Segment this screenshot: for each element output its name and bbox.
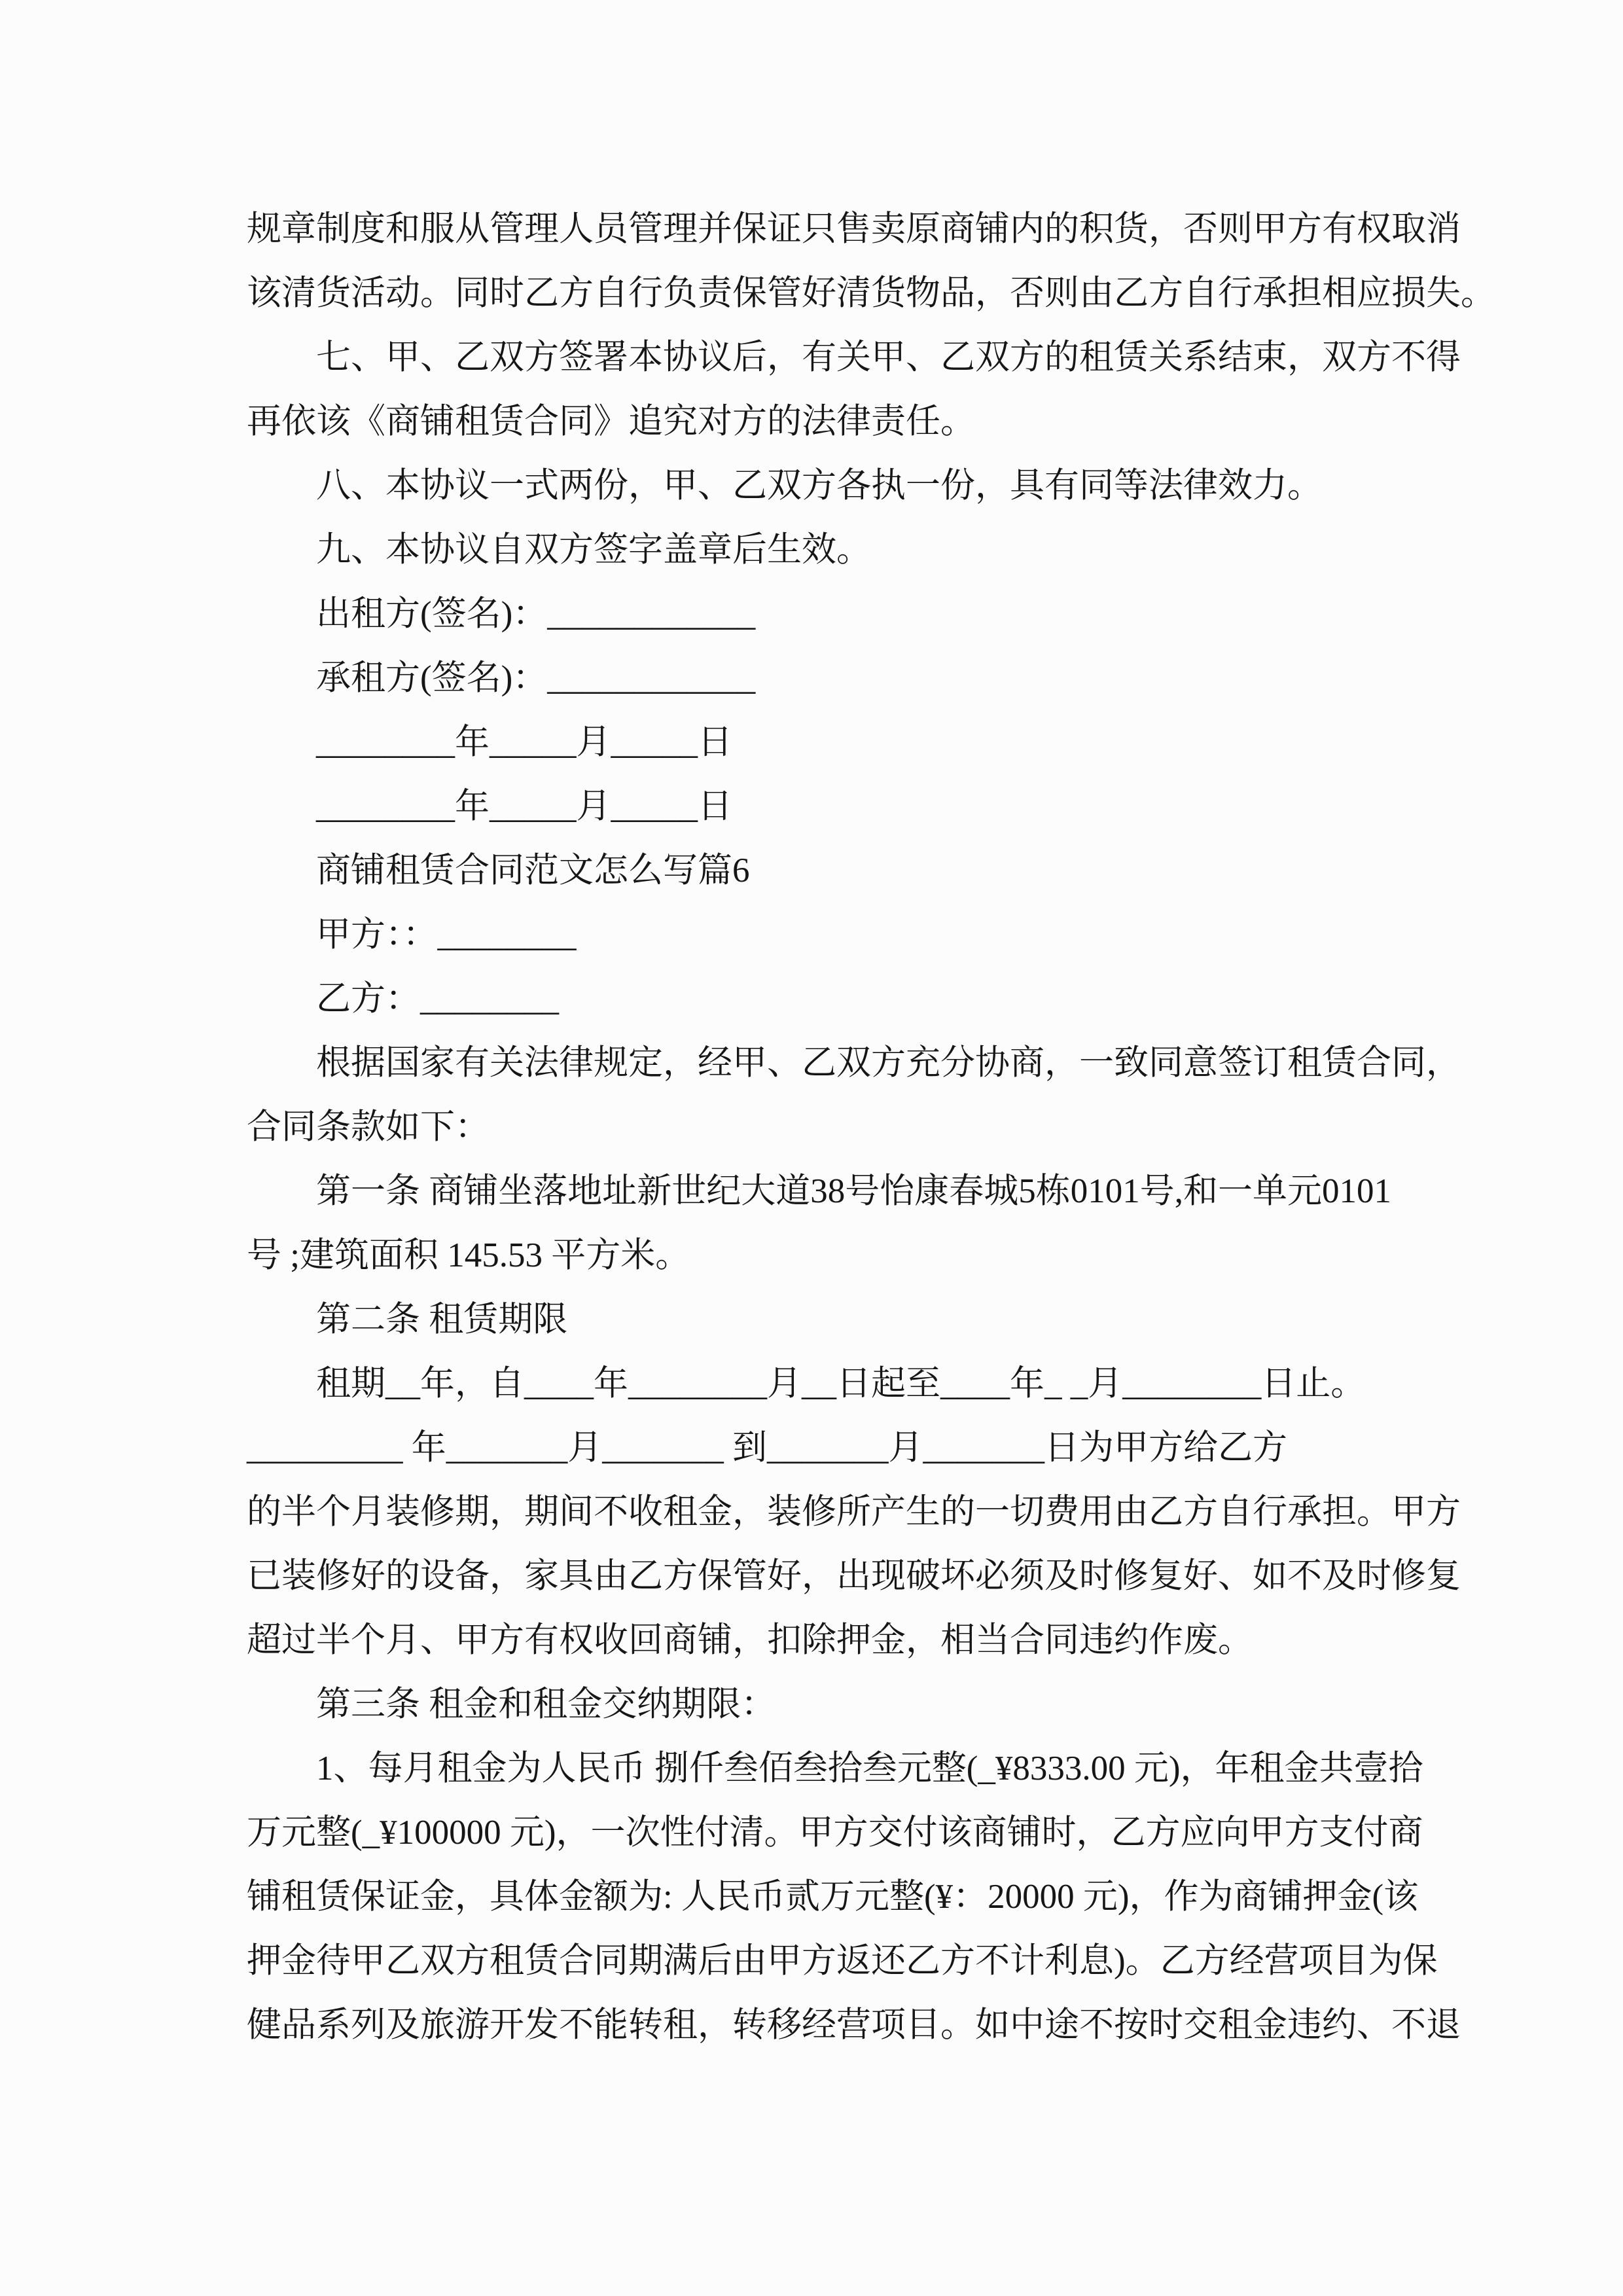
- lessor-signature-line: 出租方(签名)：____________: [316, 595, 756, 633]
- document-line: 该清货活动。同时乙方自行负责保管好清货物品，否则由乙方自行承担相应损失。: [247, 274, 1495, 312]
- document-line: 健品系列及旅游开发不能转租，转移经营项目。如中途不按时交租金违约、不退: [247, 2006, 1461, 2044]
- document-line: 再依该《商铺租赁合同》追究对方的法律责任。: [247, 403, 975, 440]
- clause-1-line: 第一条 商铺坐落地址新世纪大道38号怡康春城5栋0101号,和一单元0101: [316, 1172, 1391, 1210]
- date-blank-line: ________年_____月_____日: [316, 787, 732, 825]
- document-line: 七、甲、乙双方签署本协议后，有关甲、乙双方的租赁关系结束，双方不得: [316, 338, 1461, 376]
- clause-3-heading: 第三条 租金和租金交纳期限：: [316, 1685, 776, 1723]
- lease-term-blank-line: 租期__年，自____年________月__日起至____年_ _月________日止。: [316, 1365, 1366, 1403]
- lessee-signature-line: 承租方(签名)：____________: [316, 659, 756, 697]
- document-line: 九、本协议自双方签字盖章后生效。: [316, 531, 871, 569]
- rent-amount-line: 1、每月租金为人民币 捌仟叁佰叁拾叁元整(_¥8333.00 元)，年租金共壹拾: [316, 1749, 1423, 1787]
- document-line: 八、本协议一式两份，甲、乙双方各执一份，具有同等法律效力。: [316, 467, 1322, 505]
- renovation-period-line: _________ 年_______月_______ 到_______月_______日为甲方给乙方: [247, 1429, 1287, 1467]
- contract-text-block: [247, 197, 1495, 2057]
- document-line: 合同条款如下：: [247, 1108, 490, 1146]
- document-line: 规章制度和服从管理人员管理并保证只售卖原商铺内的积货，否则甲方有权取消: [247, 210, 1461, 248]
- party-b-line: 乙方：________: [316, 980, 559, 1018]
- document-line: 号 ;建筑面积 145.53 平方米。: [247, 1236, 690, 1274]
- document-line: 的半个月装修期，期间不收租金，装修所产生的一切费用由乙方自行承担。甲方: [247, 1493, 1461, 1531]
- deposit-amount-line: 铺租赁保证金，具体金额为: 人民币贰万元整(¥：20000 元)，作为商铺押金(该: [247, 1878, 1419, 1916]
- document-line: 超过半个月、甲方有权收回商铺，扣除押金，相当合同违约作废。: [247, 1621, 1253, 1659]
- document-line: 万元整(_¥100000 元)，一次性付清。甲方交付该商铺时，乙方应向甲方支付商: [247, 1814, 1423, 1852]
- document-line: 根据国家有关法律规定，经甲、乙双方充分协商，一致同意签订租赁合同，: [316, 1044, 1461, 1082]
- section-heading: 商铺租赁合同范文怎么写篇6: [316, 852, 750, 889]
- clause-2-heading: 第二条 租赁期限: [316, 1300, 568, 1338]
- party-a-line: 甲方：：________: [316, 916, 577, 954]
- date-blank-line: ________年_____月_____日: [316, 723, 732, 761]
- document-line: 押金待甲乙双方租赁合同期满后由甲方返还乙方不计利息)。乙方经营项目为保: [247, 1942, 1438, 1980]
- document-line: 已装修好的设备，家具由乙方保管好，出现破坏必须及时修复好、如不及时修复: [247, 1557, 1461, 1595]
